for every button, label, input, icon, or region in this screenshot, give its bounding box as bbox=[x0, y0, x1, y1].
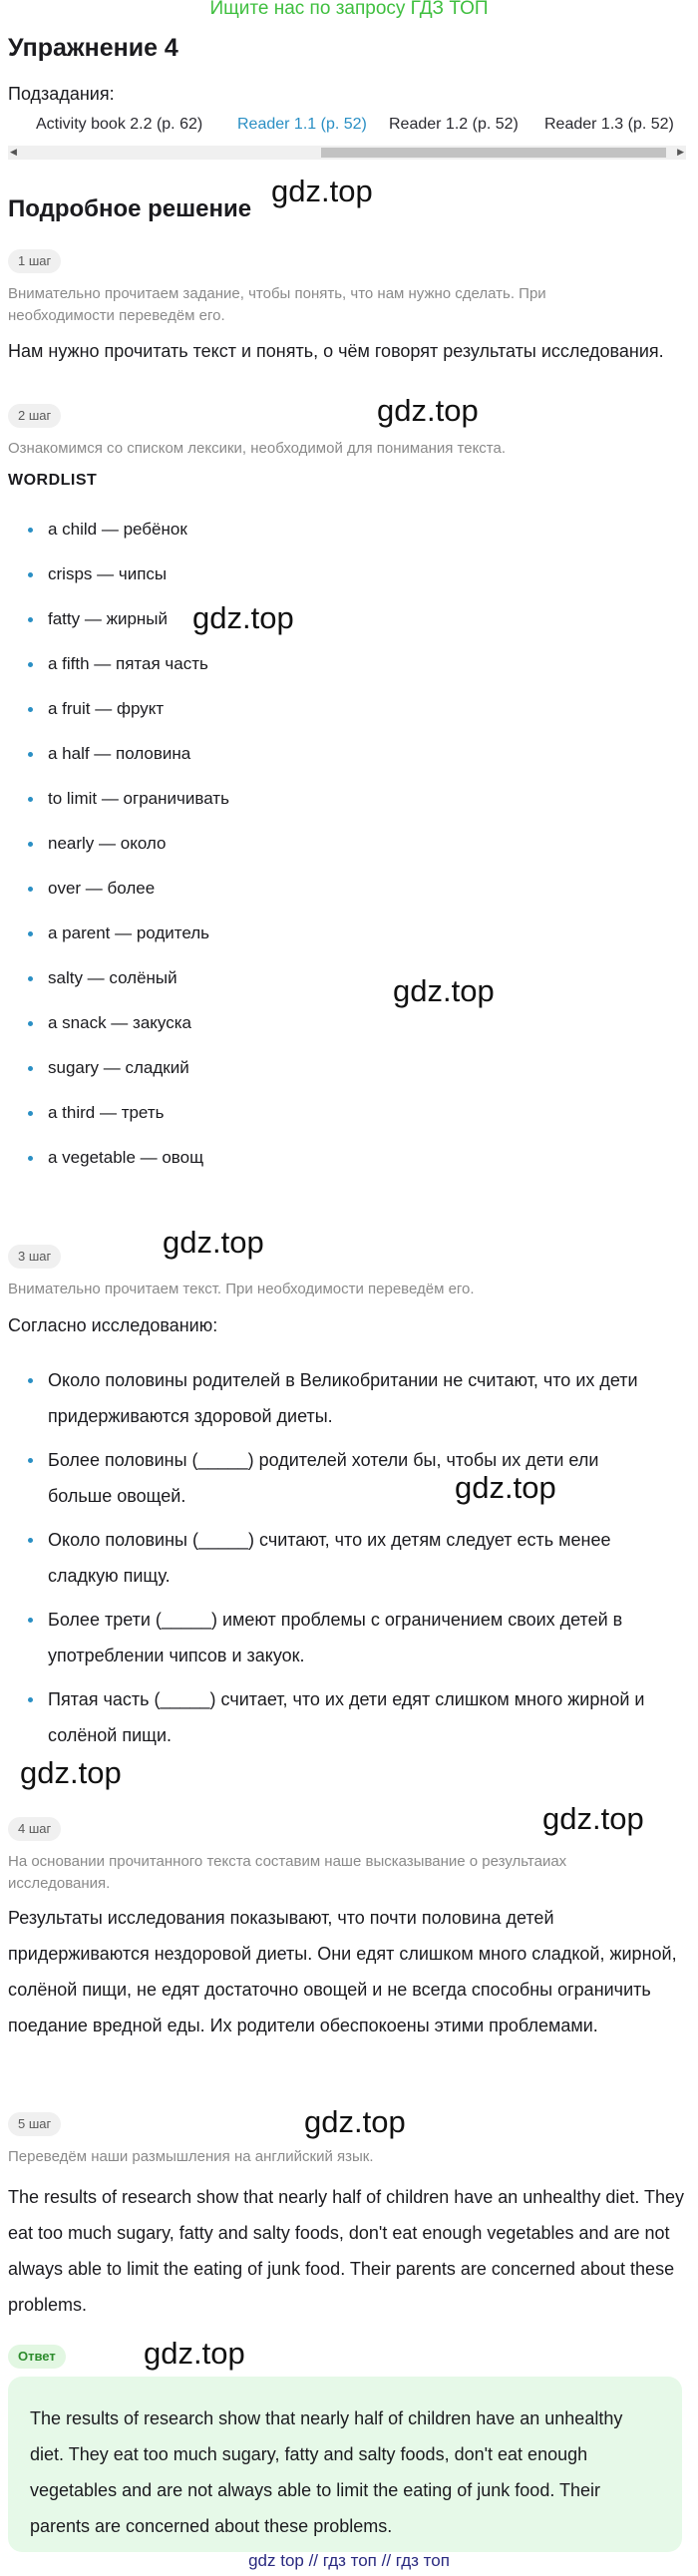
page-title: Упражнение 4 bbox=[8, 34, 178, 62]
list-item: Около половины (_____) считают, что их детям следует есть менее сладкую пищу. bbox=[8, 1522, 666, 1594]
tab-reader-1-1[interactable]: Reader 1.1 (p. 52) bbox=[223, 112, 381, 149]
top-search-hint-link[interactable]: Ищите нас по запросу ГДЗ ТОП bbox=[209, 0, 489, 19]
step-badge: 5 шаг bbox=[8, 2112, 61, 2136]
list-item: salty — солёный bbox=[8, 963, 606, 1008]
scroll-right-icon[interactable]: ▶ bbox=[677, 147, 684, 157]
wordlist-title: WORDLIST bbox=[8, 472, 98, 489]
tab-reader-1-3[interactable]: Reader 1.3 (p. 52) bbox=[544, 116, 674, 133]
answer-badge: Ответ bbox=[8, 2345, 66, 2369]
step-note: Переведём наши размышления на английский язык. bbox=[8, 2148, 374, 2165]
watermark: gdz.top bbox=[455, 1470, 556, 1505]
list-item: to limit — ограничивать bbox=[8, 784, 606, 829]
watermark: gdz.top bbox=[163, 1225, 264, 1260]
list-item: Более половины (_____) родителей хотели бы, чтобы их дети ели больше овощей. bbox=[8, 1442, 666, 1514]
subtasks-label: Подзадания: bbox=[8, 84, 115, 104]
step-badge: 4 шаг bbox=[8, 1817, 61, 1841]
watermark: gdz.top bbox=[144, 2336, 245, 2371]
step-badge: 3 шаг bbox=[8, 1245, 61, 1269]
answer-text: The results of research show that nearly half of children have an unhealthy diet. They eat too much sugary, fatty and salty foods, don't eat enough vegetables and are not always able to limit the eating of junk food. Their parents are concerned about these problems. bbox=[30, 2408, 623, 2536]
watermark: gdz.top bbox=[377, 393, 479, 428]
step-note: Внимательно прочитаем задание, чтобы понять, что нам нужно сделать. При необходимости переведём его. bbox=[8, 285, 546, 324]
list-item: a fruit — фрукт bbox=[8, 694, 606, 739]
tab-reader-1-2[interactable]: Reader 1.2 (p. 52) bbox=[389, 116, 519, 133]
step-note: Ознакомимся со списком лексики, необходимой для понимания текста. bbox=[8, 440, 507, 457]
wordlist bbox=[8, 515, 606, 1188]
list-item: crisps — чипсы bbox=[8, 559, 606, 604]
step-text: Нам нужно прочитать текст и понять, о чём говорят результаты исследования. bbox=[8, 341, 664, 361]
tabs-scrollbar[interactable] bbox=[8, 146, 686, 160]
list-item: fatty — жирный bbox=[8, 604, 606, 649]
step-text: Согласно исследованию: bbox=[8, 1315, 218, 1335]
footer-links[interactable]: gdz top // гдз топ // гдз топ bbox=[248, 2551, 450, 2570]
research-facts-list bbox=[8, 1362, 666, 1761]
watermark: gdz.top bbox=[304, 2104, 406, 2139]
step-badge: 2 шаг bbox=[8, 404, 61, 428]
watermark: gdz.top bbox=[393, 973, 495, 1008]
solution-heading: Подробное решение bbox=[8, 195, 252, 222]
scroll-left-icon[interactable]: ◀ bbox=[10, 147, 17, 157]
list-item: nearly — около bbox=[8, 829, 606, 874]
list-item: Более трети (_____) имеют проблемы с ограничением своих детей в употреблении чипсов и закуок. bbox=[8, 1602, 666, 1673]
list-item: sugary — сладкий bbox=[8, 1053, 606, 1098]
list-item: a parent — родитель bbox=[8, 919, 606, 963]
list-item: a half — половина bbox=[8, 739, 606, 784]
step-note: На основании прочитанного текста составим наше высказывание о результаиах исследования. bbox=[8, 1853, 567, 1892]
list-item: Пятая часть (_____) считает, что их дети едят слишком много жирной и солёной пищи. bbox=[8, 1681, 666, 1753]
answer-box bbox=[8, 2377, 682, 2552]
step-text: The results of research show that nearly half of children have an unhealthy diet. They eat too much sugary, fatty and salty foods, don't eat enough vegetables and are not always able to limit the eating of junk food. Their parents are concerned about these problems. bbox=[8, 2187, 685, 2315]
subtask-tabs bbox=[8, 112, 686, 148]
watermark: gdz.top bbox=[20, 1755, 122, 1790]
watermark: gdz.top bbox=[192, 600, 294, 635]
step-note: Внимательно прочитаем текст. При необходимости переведём его. bbox=[8, 1281, 475, 1297]
list-item: a third — треть bbox=[8, 1098, 606, 1143]
tab-activity-book-2-2[interactable]: Activity book 2.2 (p. 62) bbox=[36, 116, 203, 133]
list-item: over — более bbox=[8, 874, 606, 919]
list-item: a fifth — пятая часть bbox=[8, 649, 606, 694]
list-item: Около половины родителей в Великобритании не считают, что их дети придерживаются здоровой диеты. bbox=[8, 1362, 666, 1434]
list-item: a child — ребёнок bbox=[8, 515, 606, 559]
scrollbar-thumb[interactable] bbox=[321, 148, 666, 158]
watermark: gdz.top bbox=[542, 1801, 644, 1836]
step-text: Результаты исследования показывают, что почти половина детей придерживаются нездоровой диеты. Они едят слишком много сладкой, жирной, солёной пищи, не едят достаточно овощей и не всегда способны ограничить поедание вредной еды. Их родители обеспокоены этими проблемами. bbox=[8, 1908, 677, 2035]
watermark: gdz.top bbox=[271, 174, 373, 208]
list-item: a vegetable — овощ bbox=[8, 1143, 606, 1188]
step-badge: 1 шаг bbox=[8, 249, 61, 273]
list-item: a snack — закуска bbox=[8, 1008, 606, 1053]
